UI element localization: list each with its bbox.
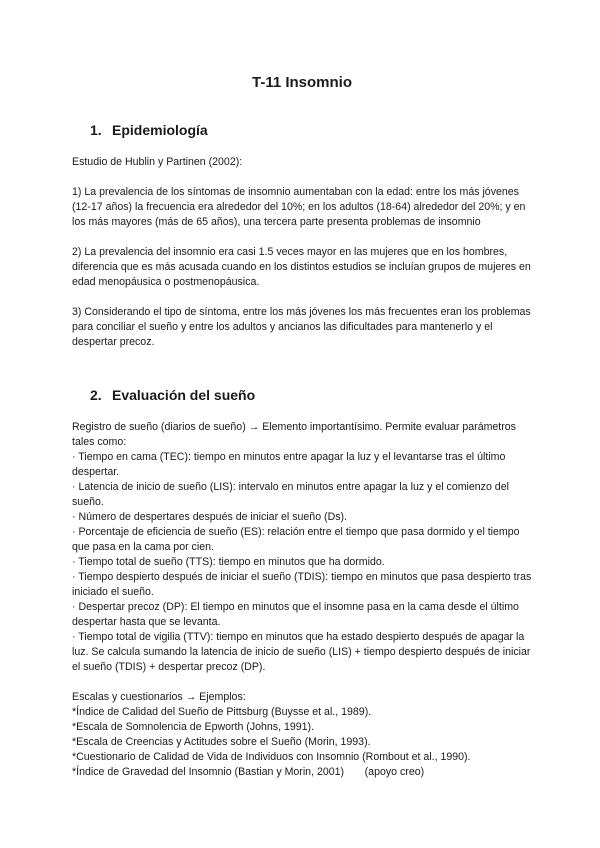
section-title: Epidemiología	[112, 122, 208, 138]
paragraph: 2) La prevalencia del insomnio era casi 1.5 veces mayor en las mujeres que en los hombres, diferencia que es más acusada cuando en los distintos estudios se incluían grupos de mujeres en edad menopáusica o postmenopáusica.	[72, 246, 531, 288]
section-heading-epidemiologia	[90, 122, 208, 138]
scale-item: *Índice de Calidad del Sueño de Pittsburg (Buysse et al., 1989).	[72, 706, 372, 718]
page-title: T-11 Insomnio	[251, 74, 353, 91]
registro-intro: Registro de sueño (diarios de sueño) → Elemento importantísimo. Permite evaluar parámetros tales como:	[72, 421, 516, 448]
section-title: Evaluación del sueño	[112, 387, 256, 403]
scale-item: *Escala de Creencias y Actitudes sobre el Sueño (Morin, 1993).	[72, 736, 371, 748]
scales-intro: Escalas y cuestionarios → Ejemplos:	[72, 691, 246, 703]
parameter-item: · Despertar precoz (DP): El tiempo en minutos que el insomne pasa en la cama desde el último despertar hasta que se levanta.	[72, 601, 519, 628]
parameter-item: · Tiempo en cama (TEC): tiempo en minutos entre apagar la luz y el levantarse tras el último despertar.	[72, 451, 506, 478]
parameter-item: · Tiempo total de vigilia (TTV): tiempo en minutos que ha estado despierto después de apagar la luz. Se calcula sumando la latencia de inicio de sueño (LIS) + tiempo despierto después de iniciar el sueño (TDIS) + despertar precoz (DP).	[72, 631, 531, 673]
section-number: 2.	[90, 387, 102, 403]
parameter-item: · Porcentaje de eficiencia de sueño (ES): relación entre el tiempo que pasa dormido y el tiempo que pasa en la cama por cien.	[72, 526, 520, 553]
parameter-item: · Latencia de inicio de sueño (LIS): intervalo en minutos entre apagar la luz y el comienzo del sueño.	[72, 481, 509, 508]
study-intro: Estudio de Hublin y Partinen (2002):	[72, 156, 243, 168]
paragraph: 1) La prevalencia de los síntomas de insomnio aumentaban con la edad: entre los más jóvenes (12-17 años) la frecuencia era alrededor del 10%; en los adultos (18-64) alrededor del 20%; y en los más mayores (más de 65 años), una tercera parte presenta problemas de insomnio	[72, 186, 526, 228]
scale-item: *Cuestionario de Calidad de Vida de Individuos con Insomnio (Rombout et al., 1990).	[72, 751, 471, 763]
section-heading-evaluacion	[90, 387, 255, 403]
section-number: 1.	[90, 122, 102, 138]
section-body-evaluacion	[72, 420, 532, 780]
parameter-item: · Número de despertares después de iniciar el sueño (Ds).	[72, 511, 347, 523]
scale-item: *Escala de Somnolencia de Epworth (Johns, 1991).	[72, 721, 315, 733]
section-body-epidemiologia	[72, 155, 532, 350]
parameter-item: · Tiempo despierto después de iniciar el sueño (TDIS): tiempo en minutos que pasa despierto tras iniciado el sueño.	[72, 571, 532, 598]
scale-item: *Índice de Gravedad del Insomnio (Bastian y Morin, 2001) (apoyo creo)	[72, 766, 425, 778]
paragraph: 3) Considerando el tipo de síntoma, entre los más jóvenes los más frecuentes eran los problemas para conciliar el sueño y entre los adultos y ancianos las dificultades para mantenerlo y el despertar precoz.	[72, 306, 531, 348]
parameter-item: · Tiempo total de sueño (TTS): tiempo en minutos que ha dormido.	[72, 556, 385, 568]
